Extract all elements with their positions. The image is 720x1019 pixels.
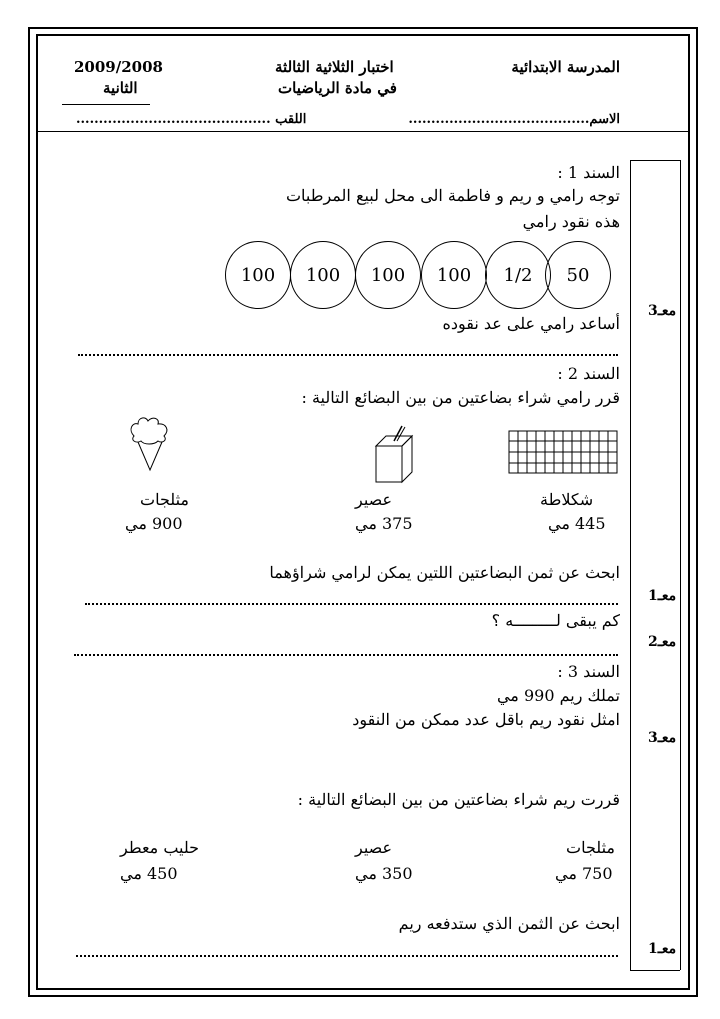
chocolate-bar-icon xyxy=(508,430,618,474)
answer-line[interactable] xyxy=(76,955,618,957)
grade-level: الثانية xyxy=(103,79,138,97)
exam-title: اختبار الثلاثية الثالثة xyxy=(275,58,394,76)
answer-line[interactable] xyxy=(74,654,618,656)
answer-line[interactable] xyxy=(78,354,618,356)
section1-line1: توجه رامي و ريم و فاطمة الى محل لبيع المرطبات xyxy=(285,186,620,205)
item-juice-name: عصير xyxy=(355,838,393,857)
section3-line1: تملك ريم 990 مي xyxy=(496,686,620,705)
score-mark: معـ2 xyxy=(648,634,677,650)
score-column-line-right xyxy=(680,160,681,970)
juice-box-icon xyxy=(372,424,416,486)
score-mark: معـ1 xyxy=(648,588,677,604)
score-mark: معـ3 xyxy=(648,303,677,319)
section3-task: ابحث عن الثمن الذي ستدفعه ريم xyxy=(398,914,620,933)
score-column-top xyxy=(630,160,680,161)
section1-task: أساعد رامي على عد نقوده xyxy=(442,314,620,333)
exam-subject: في مادة الرياضيات xyxy=(278,79,397,97)
name-field[interactable]: الاسم........................................ xyxy=(408,112,620,127)
section2-title: السند 2 : xyxy=(557,364,620,383)
surname-field[interactable]: اللقب ........................................... xyxy=(76,112,307,127)
item-chocolate-name: شكلاطة xyxy=(540,490,594,509)
coin-100: 100 xyxy=(421,241,487,309)
item-icecream-price: 750 مي xyxy=(555,864,613,883)
section1-title: السند 1 : xyxy=(557,163,620,182)
school-year: 2009/2008 xyxy=(74,58,163,76)
score-mark: معـ1 xyxy=(648,941,677,957)
item-juice-name: عصير xyxy=(355,490,393,509)
section1-line2: هذه نقود رامي xyxy=(522,212,620,231)
section3-intro: قررت ريم شراء بضاعتين من بين البضائع التالية : xyxy=(297,790,620,809)
coin-100: 100 xyxy=(290,241,356,309)
item-milk-name: حليب معطر xyxy=(120,838,200,857)
ice-cream-icon xyxy=(126,414,172,474)
score-column-line-left xyxy=(630,160,631,970)
section2-task1: ابحث عن ثمن البضاعتين اللتين يمكن لرامي شراؤهما xyxy=(269,563,620,582)
coin-100: 100 xyxy=(225,241,291,309)
item-icecream-price: 900 مي xyxy=(125,514,183,533)
score-mark: معـ3 xyxy=(648,730,677,746)
coin-100: 100 xyxy=(355,241,421,309)
item-milk-price: 450 مي xyxy=(120,864,178,883)
coin-50: 50 xyxy=(545,241,611,309)
coin-half: 1/2 xyxy=(485,241,551,309)
section3-line2: امثل نقود ريم باقل عدد ممكن من النقود xyxy=(352,710,620,729)
item-icecream-name: مثلجات xyxy=(566,838,615,857)
answer-line[interactable] xyxy=(85,603,618,605)
section2-task2: كم يبقى لـــــــــه ؟ xyxy=(491,611,620,630)
section3-title: السند 3 : xyxy=(557,662,620,681)
school-name: المدرسة الابتدائية xyxy=(511,58,620,76)
year-underline xyxy=(62,104,150,105)
item-juice-price: 375 مي xyxy=(355,514,413,533)
item-chocolate-price: 445 مي xyxy=(548,514,606,533)
item-icecream-name: مثلجات xyxy=(140,490,189,509)
section2-intro: قرر رامي شراء بضاعتين من بين البضائع التالية : xyxy=(301,388,620,407)
item-juice-price: 350 مي xyxy=(355,864,413,883)
score-column-bottom xyxy=(630,970,680,971)
header-divider xyxy=(38,131,688,132)
